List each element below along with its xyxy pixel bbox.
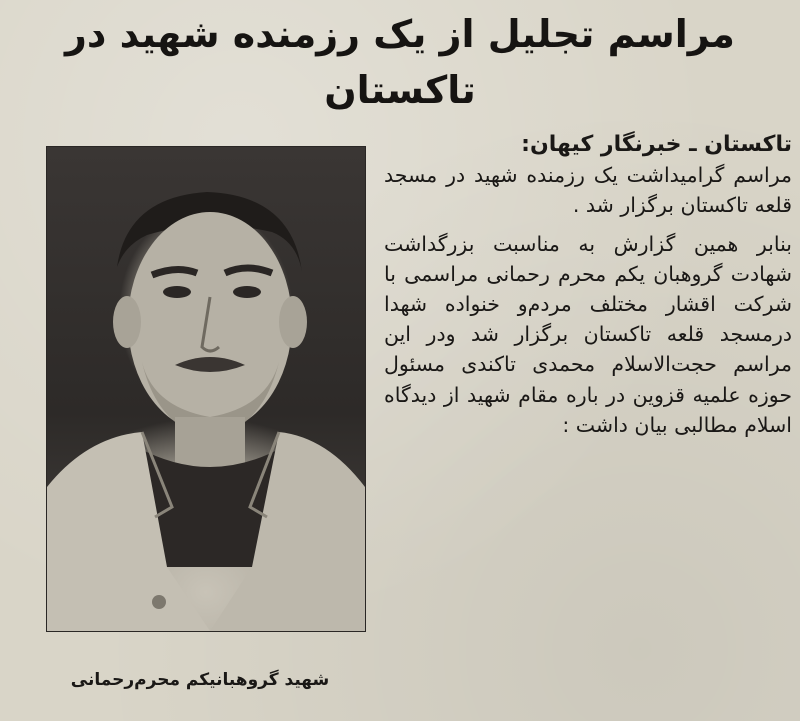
portrait-photo — [46, 146, 366, 632]
portrait-illustration — [47, 147, 365, 631]
headline-line-1: مراسم تجلیل از یک رزمنده شهید در — [65, 12, 735, 56]
article-headline — [10, 6, 790, 118]
photo-caption: شهید گروهبانیکم محرم‌رحمانی — [70, 670, 330, 690]
article-paragraph-1: مراسم گرامیداشت یک رزمنده شهید در مسجد قلعه تاکستان برگزار شد . — [384, 163, 792, 218]
article-paragraph-2: بنابر همین گزارش به مناسبت بزرگداشت شهادت گروهبان یکم محرم رحمانی مراسمی با شرکت اقشار مختلف مردم‌و خنواده شهدا درمسجد قلعه تاکستان برگزار شد ودر این مراسم حجت‌الاسلام محمدی تاکندی مسئول حوزه علمیه قزوین در باره مقام شهید از دیدگاه اسلام مطالبی بیان داشت : — [384, 231, 792, 437]
article-byline: تاکستان ـ خبرنگار کیهان: — [521, 132, 792, 157]
headline-line-2: تاکستان — [324, 68, 476, 112]
article-body — [384, 130, 792, 440]
